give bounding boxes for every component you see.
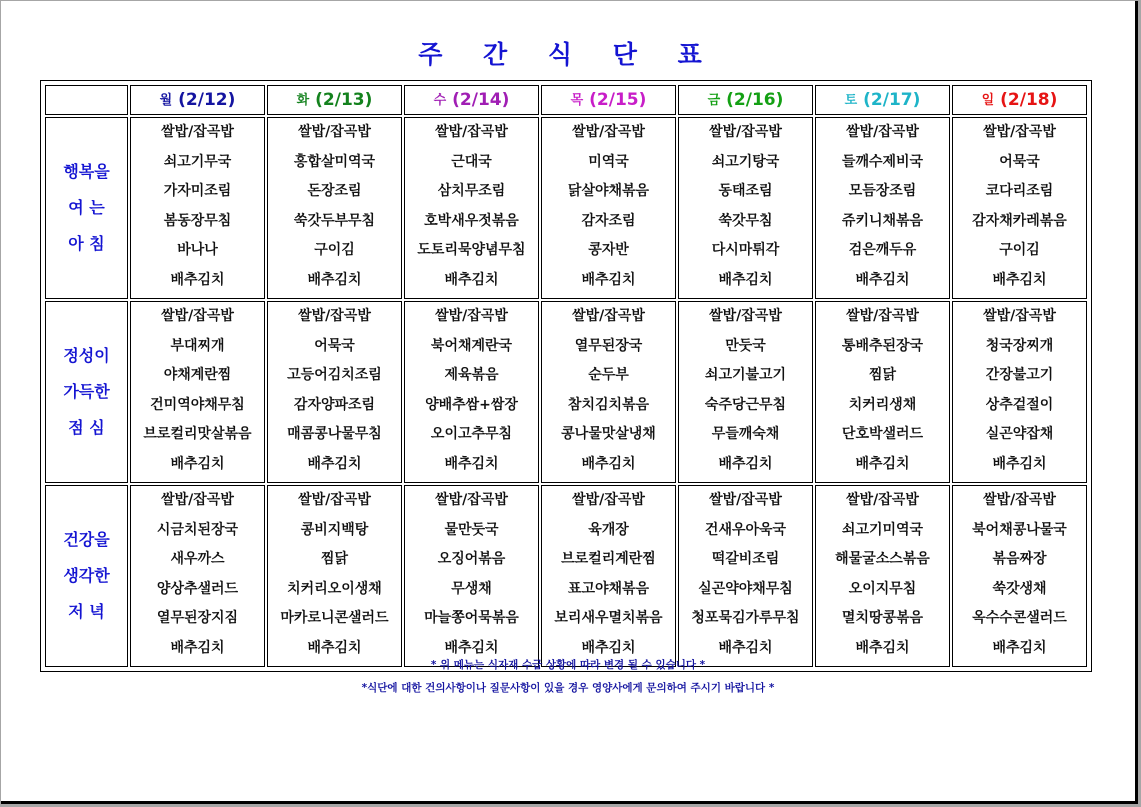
menu-item: 브로컬리계란찜	[561, 551, 656, 567]
day-name	[434, 90, 510, 110]
menu-item: 배추김치	[581, 455, 636, 472]
menu-item: 배추김치	[855, 455, 910, 472]
day-header-row	[45, 85, 1087, 115]
menu-item: 해물굴소스볶음	[835, 551, 930, 567]
notice-contact: *식단에 대한 건의사항이나 질문사항이 있을 경우 영양사에게 문의하여 주시기 바랍니다 *	[361, 682, 775, 694]
menu-item: 무들깨숙채	[711, 426, 780, 442]
menu-item: 청국장찌개	[985, 337, 1054, 354]
menu-item: 열무된장국	[574, 337, 643, 354]
menu-item: 상추겉절이	[985, 396, 1054, 413]
menu-item: 쌀밥/잡곡밥	[983, 492, 1056, 508]
menu-item: 호박새우젓볶음	[424, 212, 519, 229]
meal-label-dinner	[45, 485, 128, 667]
menu-item: 마카로니콘샐러드	[280, 610, 389, 626]
menu-item: 미역국	[588, 153, 629, 170]
menu-item: 순두부	[588, 367, 629, 383]
day-icon: 일	[981, 93, 995, 108]
menu-cell	[815, 117, 950, 299]
menu-item: 오이지무침	[848, 580, 917, 597]
day-name	[708, 90, 784, 110]
menu-item: 쌀밥/잡곡밥	[983, 308, 1056, 324]
menu-item: 표고야채볶음	[567, 580, 650, 597]
menu-item: 삼치무조림	[437, 183, 506, 199]
menu-item: 야채계란찜	[163, 367, 232, 383]
menu-cell	[678, 301, 813, 483]
menu-item: 쌀밥/잡곡밥	[983, 124, 1056, 140]
meal-label-line: 생각한	[63, 566, 110, 585]
menu-item: 들깨수제비국	[841, 153, 924, 170]
menu-item: 쇠고기불고기	[704, 367, 787, 383]
menu-cell	[952, 301, 1087, 483]
menu-item: 코다리조림	[985, 183, 1054, 199]
day-icon: 토	[844, 93, 858, 108]
menu-item: 쑥갓두부무침	[293, 212, 376, 229]
day-icon: 수	[433, 93, 447, 108]
menu-item: 배추김치	[855, 271, 910, 288]
menu-item: 배추김치	[992, 271, 1047, 288]
meal-row-dinner	[45, 485, 1087, 667]
menu-cell	[404, 485, 539, 667]
menu-item: 쌀밥/잡곡밥	[709, 492, 782, 508]
menu-cell	[541, 301, 676, 483]
day-date: (2/12)	[178, 90, 236, 110]
menu-item: 단호박샐러드	[841, 426, 924, 442]
meal-label-line: 행복을	[63, 162, 110, 181]
menu-cell	[815, 485, 950, 667]
menu-item: 쑥갓생채	[992, 580, 1047, 597]
menu-cell	[678, 485, 813, 667]
menu-item: 콩나물맛살냉채	[561, 426, 656, 442]
menu-item: 배추김치	[581, 271, 636, 288]
menu-item: 북어채콩나물국	[972, 521, 1067, 538]
menu-item: 도토리묵양념무침	[417, 242, 526, 258]
weekly-menu-table	[40, 80, 1092, 672]
menu-item: 동태조림	[718, 183, 773, 199]
day-name	[297, 90, 373, 110]
menu-item: 감자채카레볶음	[972, 212, 1067, 229]
menu-item: 배추김치	[444, 455, 499, 472]
day-icon: 목	[570, 93, 584, 108]
menu-item: 실곤약잡채	[985, 426, 1054, 442]
menu-cell	[952, 117, 1087, 299]
day-date: (2/16)	[726, 90, 784, 110]
menu-item: 배추김치	[307, 639, 362, 656]
menu-item: 쥬키니채볶음	[841, 212, 924, 229]
menu-cell	[267, 301, 402, 483]
menu-cell	[815, 301, 950, 483]
menu-item: 멸치땅콩볶음	[841, 610, 924, 626]
menu-item: 제육볶음	[444, 367, 499, 383]
menu-item: 매콤콩나물무침	[287, 426, 382, 442]
menu-item: 참치김치볶음	[567, 396, 650, 413]
menu-cell	[130, 117, 265, 299]
menu-item: 쌀밥/잡곡밥	[298, 124, 371, 140]
menu-item: 부대찌개	[170, 337, 225, 354]
day-date: (2/14)	[452, 90, 510, 110]
menu-item: 치커리오이생채	[287, 580, 382, 597]
meal-label-line: 가득한	[63, 382, 110, 401]
meal-label-line: 점 심	[68, 418, 105, 437]
menu-item: 바나나	[177, 242, 218, 258]
menu-cell	[952, 485, 1087, 667]
meal-label-line: 아 침	[68, 234, 105, 253]
menu-item: 쌀밥/잡곡밥	[161, 308, 234, 324]
menu-item: 쇠고기미역국	[841, 521, 924, 538]
menu-item: 건새우아욱국	[704, 521, 787, 538]
menu-item: 배추김치	[581, 639, 636, 656]
menu-item: 쇠고기탕국	[711, 153, 780, 170]
menu-item: 배추김치	[718, 271, 773, 288]
menu-item: 쌀밥/잡곡밥	[846, 308, 919, 324]
notice-substitution: * 위 메뉴는 식자재 수급 상황에 따라 변경 될 수 있습니다 *	[430, 659, 706, 671]
meal-label-line: 여 는	[68, 198, 105, 217]
menu-item: 다시마튀각	[711, 242, 780, 258]
meal-label-lunch	[45, 301, 128, 483]
menu-item: 쌀밥/잡곡밥	[709, 124, 782, 140]
menu-item: 무생채	[451, 580, 492, 597]
menu-item: 쌀밥/잡곡밥	[298, 308, 371, 324]
menu-item: 모듬장조림	[848, 183, 917, 199]
menu-item: 콩비지백탕	[300, 521, 369, 538]
menu-cell	[267, 485, 402, 667]
menu-item: 배추김치	[718, 639, 773, 656]
menu-item: 콩자반	[588, 242, 629, 258]
meal-row-lunch	[45, 301, 1087, 483]
menu-item: 쌀밥/잡곡밥	[572, 308, 645, 324]
day-header-wed	[404, 85, 539, 115]
menu-item: 물만둣국	[444, 521, 499, 538]
menu-item: 배추김치	[992, 455, 1047, 472]
day-date: (2/18)	[1000, 90, 1058, 110]
day-header-thu	[541, 85, 676, 115]
menu-item: 쌀밥/잡곡밥	[161, 124, 234, 140]
menu-item: 쌀밥/잡곡밥	[161, 492, 234, 508]
menu-item: 쌀밥/잡곡밥	[846, 124, 919, 140]
menu-item: 근대국	[451, 153, 492, 170]
menu-item: 새우까스	[170, 551, 225, 567]
menu-item: 감자조림	[581, 212, 636, 229]
menu-item: 돈장조림	[307, 183, 362, 199]
day-name	[845, 90, 921, 110]
menu-item: 닭살야채볶음	[567, 183, 650, 199]
menu-item: 배추김치	[444, 271, 499, 288]
menu-item: 실곤약야채무침	[698, 580, 793, 597]
menu-item: 배추김치	[170, 271, 225, 288]
menu-item: 구이김	[314, 242, 355, 258]
menu-item: 검은깨두유	[848, 242, 917, 258]
meal-label-line: 저 녁	[68, 602, 105, 621]
menu-cell	[404, 117, 539, 299]
menu-item: 어묵국	[314, 337, 355, 354]
menu-item: 배추김치	[170, 455, 225, 472]
meal-label-line: 정성이	[63, 346, 110, 365]
menu-item: 봄동장무침	[163, 212, 232, 229]
menu-sheet	[1, 1, 1138, 804]
menu-item: 양배추쌈+쌈장	[425, 396, 518, 413]
menu-item: 옥수수콘샐러드	[972, 610, 1067, 626]
meal-row-breakfast	[45, 117, 1087, 299]
menu-item: 오징어볶음	[437, 551, 506, 567]
menu-item: 쌀밥/잡곡밥	[435, 124, 508, 140]
menu-item: 쌀밥/잡곡밥	[846, 492, 919, 508]
menu-item: 배추김치	[855, 639, 910, 656]
day-icon: 화	[296, 93, 310, 108]
menu-item: 오이고추무침	[430, 426, 513, 442]
day-date: (2/15)	[589, 90, 647, 110]
menu-item: 어묵국	[999, 153, 1040, 170]
menu-item: 보리새우멸치볶음	[554, 610, 663, 626]
menu-item: 배추김치	[307, 455, 362, 472]
day-date: (2/17)	[863, 90, 921, 110]
menu-item: 만둣국	[725, 337, 766, 354]
page-title: 주 간 식 단 표	[418, 40, 718, 69]
menu-item: 북어채계란국	[430, 337, 513, 354]
menu-item: 배추김치	[170, 639, 225, 656]
menu-item: 구이김	[999, 242, 1040, 258]
menu-cell	[678, 117, 813, 299]
day-date: (2/13)	[315, 90, 373, 110]
meal-label-breakfast	[45, 117, 128, 299]
menu-item: 간장불고기	[985, 367, 1054, 383]
day-header-sun	[952, 85, 1087, 115]
menu-item: 숙주당근무침	[704, 396, 787, 413]
menu-item: 쌀밥/잡곡밥	[572, 124, 645, 140]
menu-item: 통배추된장국	[841, 337, 924, 354]
menu-cell	[130, 301, 265, 483]
menu-item: 쑥갓무침	[718, 212, 773, 229]
menu-item: 쇠고기무국	[163, 153, 232, 170]
menu-cell	[267, 117, 402, 299]
menu-item: 건미역야채무침	[150, 396, 245, 413]
day-header-tue	[267, 85, 402, 115]
menu-item: 쌀밥/잡곡밥	[572, 492, 645, 508]
menu-item: 브로컬리맛살볶음	[143, 426, 252, 442]
menu-item: 볶음짜장	[992, 551, 1047, 567]
menu-item: 양상추샐러드	[156, 580, 239, 597]
meal-label-line: 건강을	[63, 530, 110, 549]
menu-item: 찜닭	[320, 551, 349, 567]
menu-item: 육개장	[588, 521, 629, 538]
menu-item: 쌀밥/잡곡밥	[435, 308, 508, 324]
menu-item: 가자미조림	[163, 183, 232, 199]
menu-item: 고등어김치조림	[287, 367, 382, 383]
menu-item: 치커리생채	[848, 396, 917, 413]
day-icon: 금	[707, 93, 721, 108]
menu-item: 배추김치	[992, 639, 1047, 656]
day-name	[571, 90, 647, 110]
menu-item: 배추김치	[718, 455, 773, 472]
menu-cell	[130, 485, 265, 667]
menu-item: 시금치된장국	[156, 521, 239, 538]
menu-item: 마늘쫑어묵볶음	[424, 610, 519, 626]
menu-item: 쌀밥/잡곡밥	[298, 492, 371, 508]
menu-item: 열무된장지짐	[156, 610, 239, 626]
menu-item: 배추김치	[307, 271, 362, 288]
day-header-mon	[130, 85, 265, 115]
day-name	[982, 90, 1058, 110]
menu-cell	[541, 485, 676, 667]
menu-item: 감자양파조림	[293, 396, 376, 413]
menu-item: 떡갈비조림	[711, 551, 780, 567]
menu-cell	[404, 301, 539, 483]
menu-item: 청포묵김가루무침	[691, 610, 800, 626]
day-header-sat	[815, 85, 950, 115]
menu-item: 찜닭	[868, 367, 897, 383]
corner-cell	[45, 85, 128, 115]
day-name	[160, 90, 236, 110]
menu-cell	[541, 117, 676, 299]
day-icon: 월	[159, 93, 173, 108]
menu-item: 배추김치	[444, 639, 499, 656]
menu-item: 홍합살미역국	[293, 153, 376, 170]
menu-item: 쌀밥/잡곡밥	[435, 492, 508, 508]
menu-item: 쌀밥/잡곡밥	[709, 308, 782, 324]
day-header-fri	[678, 85, 813, 115]
